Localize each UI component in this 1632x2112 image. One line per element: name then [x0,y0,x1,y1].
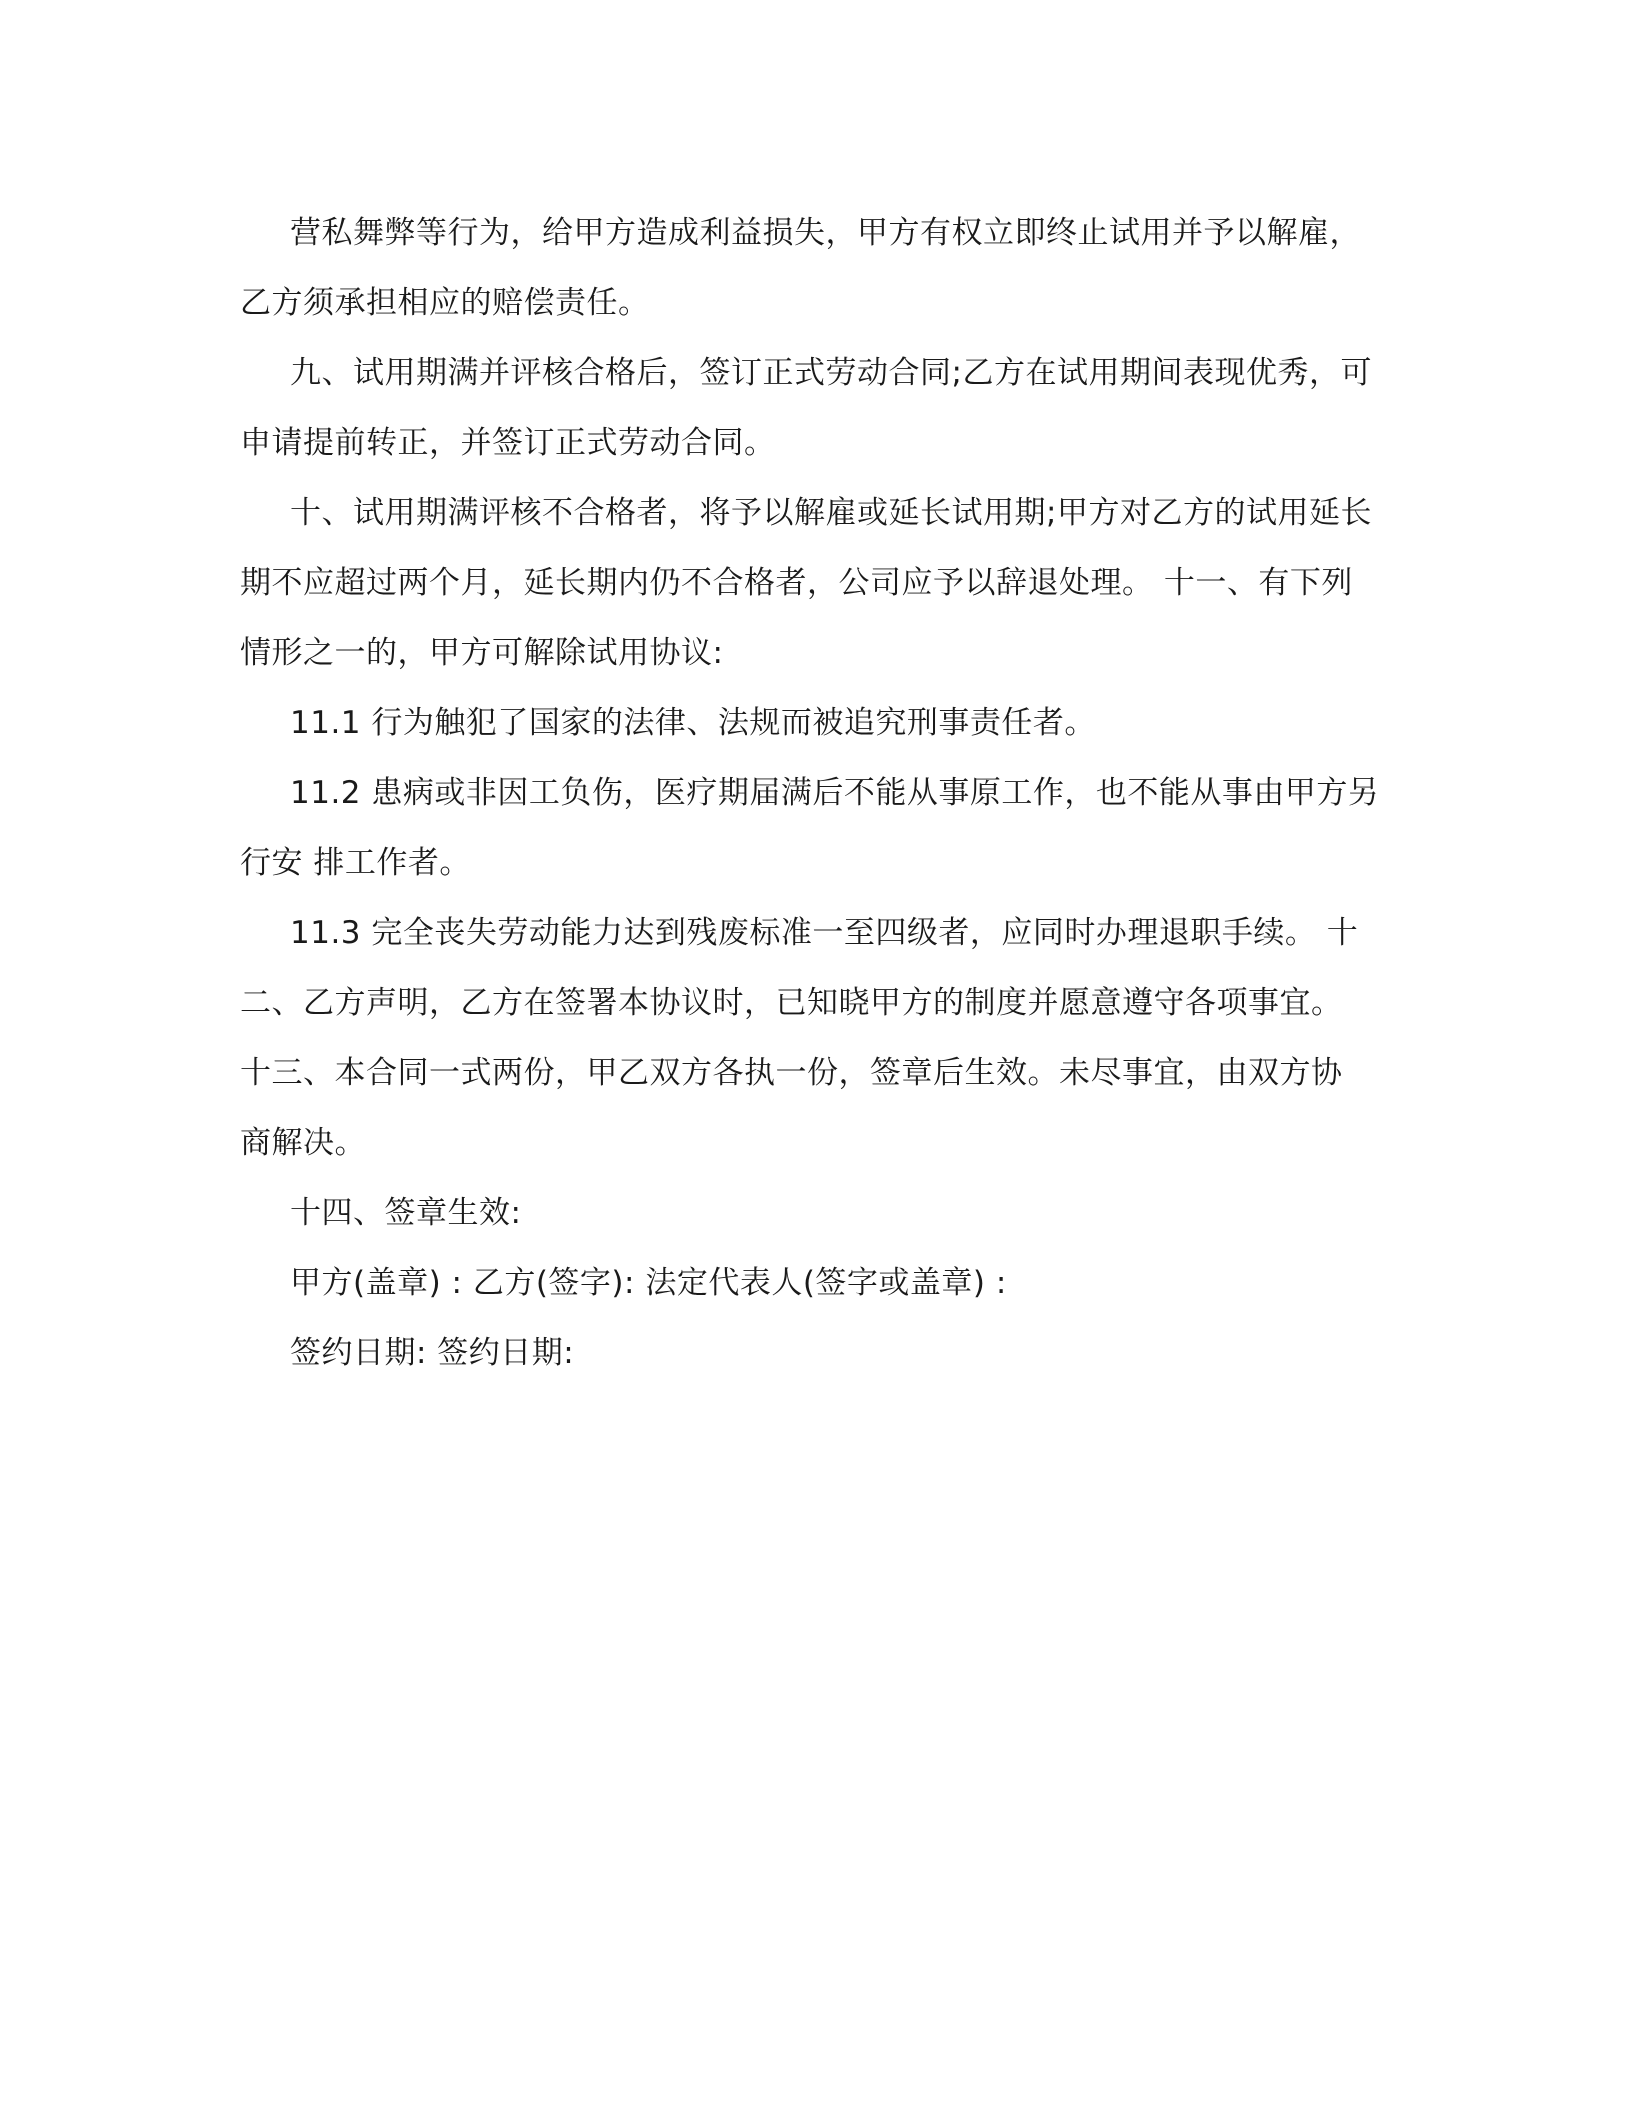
text-line: 营私舞弊等行为，给甲方造成利益损失，甲方有权立即终止试用并予以解雇， [290,215,1361,251]
text-line: 九、试用期满并评核合格后，签订正式劳动合同;乙方在试用期间表现优秀，可 [290,355,1372,391]
text-line: 期不应超过两个月，延长期内仍不合格者，公司应予以辞退处理。 十一、有下列 [240,565,1353,601]
text-line: 行安 排工作者。 [240,845,471,881]
text-line: 十四、签章生效: [290,1195,522,1231]
text-line: 二、乙方声明，乙方在签署本协议时，已知晓甲方的制度并愿意遵守各项事宜。 [240,985,1343,1021]
text-line: 乙方须承担相应的赔偿责任。 [240,285,650,321]
date-line: 签约日期: 签约日期: [290,1335,575,1371]
text-line: 商解决。 [240,1125,366,1161]
text-line: 十、试用期满评核不合格者，将予以解雇或延长试用期;甲方对乙方的试用延长 [290,495,1372,531]
text-line: 情形之一的，甲方可解除试用协议: [240,635,724,671]
signature-line: 甲方(盖章) : 乙方(签字): 法定代表人(签字或盖章) : [290,1265,1007,1301]
text-line: 11.1 行为触犯了国家的法律、法规而被追究刑事责任者。 [290,705,1096,741]
document-body [240,198,1380,1388]
text-line: 11.2 患病或非因工负伤，医疗期届满后不能从事原工作，也不能从事由甲方另 [290,775,1380,811]
text-line: 11.3 完全丧失劳动能力达到残废标准一至四级者，应同时办理退职手续。 十 [290,915,1359,951]
text-line: 十三、本合同一式两份，甲乙双方各执一份，签章后生效。未尽事宜，由双方协 [240,1055,1343,1091]
text-line: 申请提前转正，并签订正式劳动合同。 [240,425,776,461]
